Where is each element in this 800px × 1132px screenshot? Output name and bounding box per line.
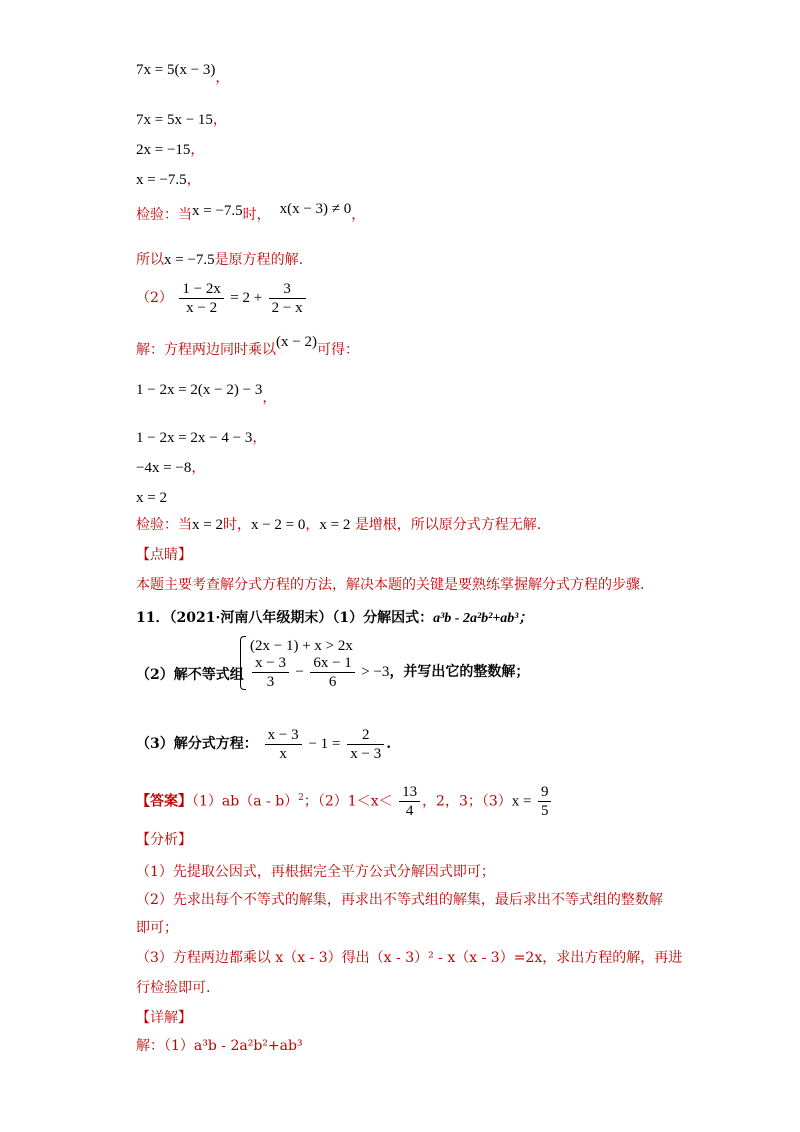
step-line [136, 170, 201, 190]
math-expr: −4x = −8 [136, 460, 192, 476]
step-line [136, 60, 230, 86]
step-line [136, 380, 277, 406]
step-line [136, 488, 167, 508]
punct: ， [190, 142, 205, 158]
math-expr: x = −7.5 [136, 172, 187, 188]
question-text: （2021·河南八年级期末）（1）分解因式： [169, 610, 434, 626]
section-heading-dianjing: 【点睛】 [136, 547, 192, 563]
check-line [136, 201, 366, 225]
punct: ， [215, 70, 230, 86]
punct: ， [351, 207, 366, 223]
fraction: $\frac{x - 3}{x}$ [265, 726, 302, 763]
step-line [136, 458, 205, 478]
question-text: （2）解不等式组 [136, 667, 244, 683]
fraction: $\frac{x - 3}{3}$ [252, 654, 289, 691]
math-expr: (x − 2) [276, 334, 317, 350]
fenxi-1: （1）先提取公因式，再根据完全平方公式分解因式即可； [136, 864, 495, 880]
punct: ， [262, 390, 277, 406]
math-expr: 7x = 5(x − 3) [136, 62, 216, 78]
text: 所以 [136, 252, 164, 268]
fraction: $\frac{9}{5}$ [538, 783, 552, 820]
punct: ， [252, 430, 267, 446]
step-line [136, 428, 266, 448]
fenxi-3-cont: 行检验即可. [136, 980, 211, 996]
question-11-part3: （3）解分式方程： $\frac{x - 3}{x}$ − 1 = $\frac{2}{x - 3}$ . [136, 726, 392, 762]
text: 是原方程的解. [214, 252, 304, 268]
section-heading-fenxi: 【分析】 [136, 832, 192, 848]
math-expr: 1 − 2x = 2(x − 2) − 3 [136, 382, 263, 398]
text: 解：方程两边同时乘以 [136, 342, 276, 358]
dianjing-text: 本题主要考查解分式方程的方法，解决本题的关键是要熟练掌握解分式方程的步骤. [136, 577, 645, 593]
fraction: $\frac{13}{4}$ [399, 783, 420, 820]
system-ineq-2: $\frac{x - 3}{3}$ − $\frac{6x - 1}{6}$ > −3，并写出它的整数解； [250, 652, 529, 692]
fenxi-2-cont: 即可； [136, 920, 178, 936]
check-text: 时， [242, 207, 271, 223]
math-expr: = 2 + [230, 290, 263, 306]
text: 可得： [316, 342, 359, 358]
fraction: $\frac{3}{2 - x}$ [269, 280, 306, 317]
math-expr: 1 − 2x = 2x − 4 − 3 [136, 430, 253, 446]
math-expr: x = −7.5 [192, 203, 243, 219]
conclusion-line [136, 250, 303, 270]
check-text: 检验：当 [136, 207, 192, 223]
math-expr: x = −7.5 [164, 252, 215, 268]
math-expr: x = 2 [136, 490, 167, 506]
fraction: $\frac{2}{x - 3}$ [347, 726, 384, 763]
solution-line [136, 334, 359, 360]
fraction: $\frac{1 - 2x}{x - 2}$ [179, 280, 223, 317]
math-expr: x(x − 3) ≠ 0 [279, 201, 352, 217]
math-expr: 2x = −15 [136, 142, 191, 158]
punct: ， [212, 112, 227, 128]
problem-label: （2） [136, 290, 173, 306]
question-number: 11． [136, 610, 170, 626]
step-line [136, 110, 227, 130]
punct: ， [191, 460, 206, 476]
math-expr: 7x = 5x − 15 [136, 112, 213, 128]
answer-label: 【答案】 [136, 793, 192, 810]
question-11-header [136, 608, 533, 629]
math-expr: a³b - 2a²b²+ab³； [433, 611, 533, 626]
question-11-part2 [136, 665, 244, 685]
step-line [136, 140, 204, 160]
fenxi-3: （3）方程两边都乘以 x（x - 3）得出（x - 3）² - x（x - 3）=2x，求出方程的解，再进 [136, 950, 683, 966]
fraction: $\frac{6x - 1}{6}$ [310, 654, 354, 691]
fenxi-2: （2）先求出每个不等式的解集，再求出不等式组的解集，最后求出不等式组的整数解 [136, 892, 663, 908]
check-line: 检验：当x = 2时，x − 2 = 0，x = 2 是增根，所以原分式方程无解. [136, 517, 542, 533]
problem-2-line [136, 278, 308, 318]
jie-line: 解：（1）a³b - 2a²b²+ab³ [136, 1038, 303, 1054]
answer-line: 【答案】（1）ab（a - b）$^2$；（2）1＜x＜ $\frac{13}{4}$ ，2，3；（3）x = $\frac{9}{5}$ [136, 778, 553, 822]
question-text: （3）解分式方程： [136, 736, 258, 752]
punct: ， [186, 172, 201, 188]
section-heading-xiangjie: 【详解】 [136, 1010, 192, 1026]
math-expr: (2x − 1) + x > 2x [250, 638, 353, 654]
